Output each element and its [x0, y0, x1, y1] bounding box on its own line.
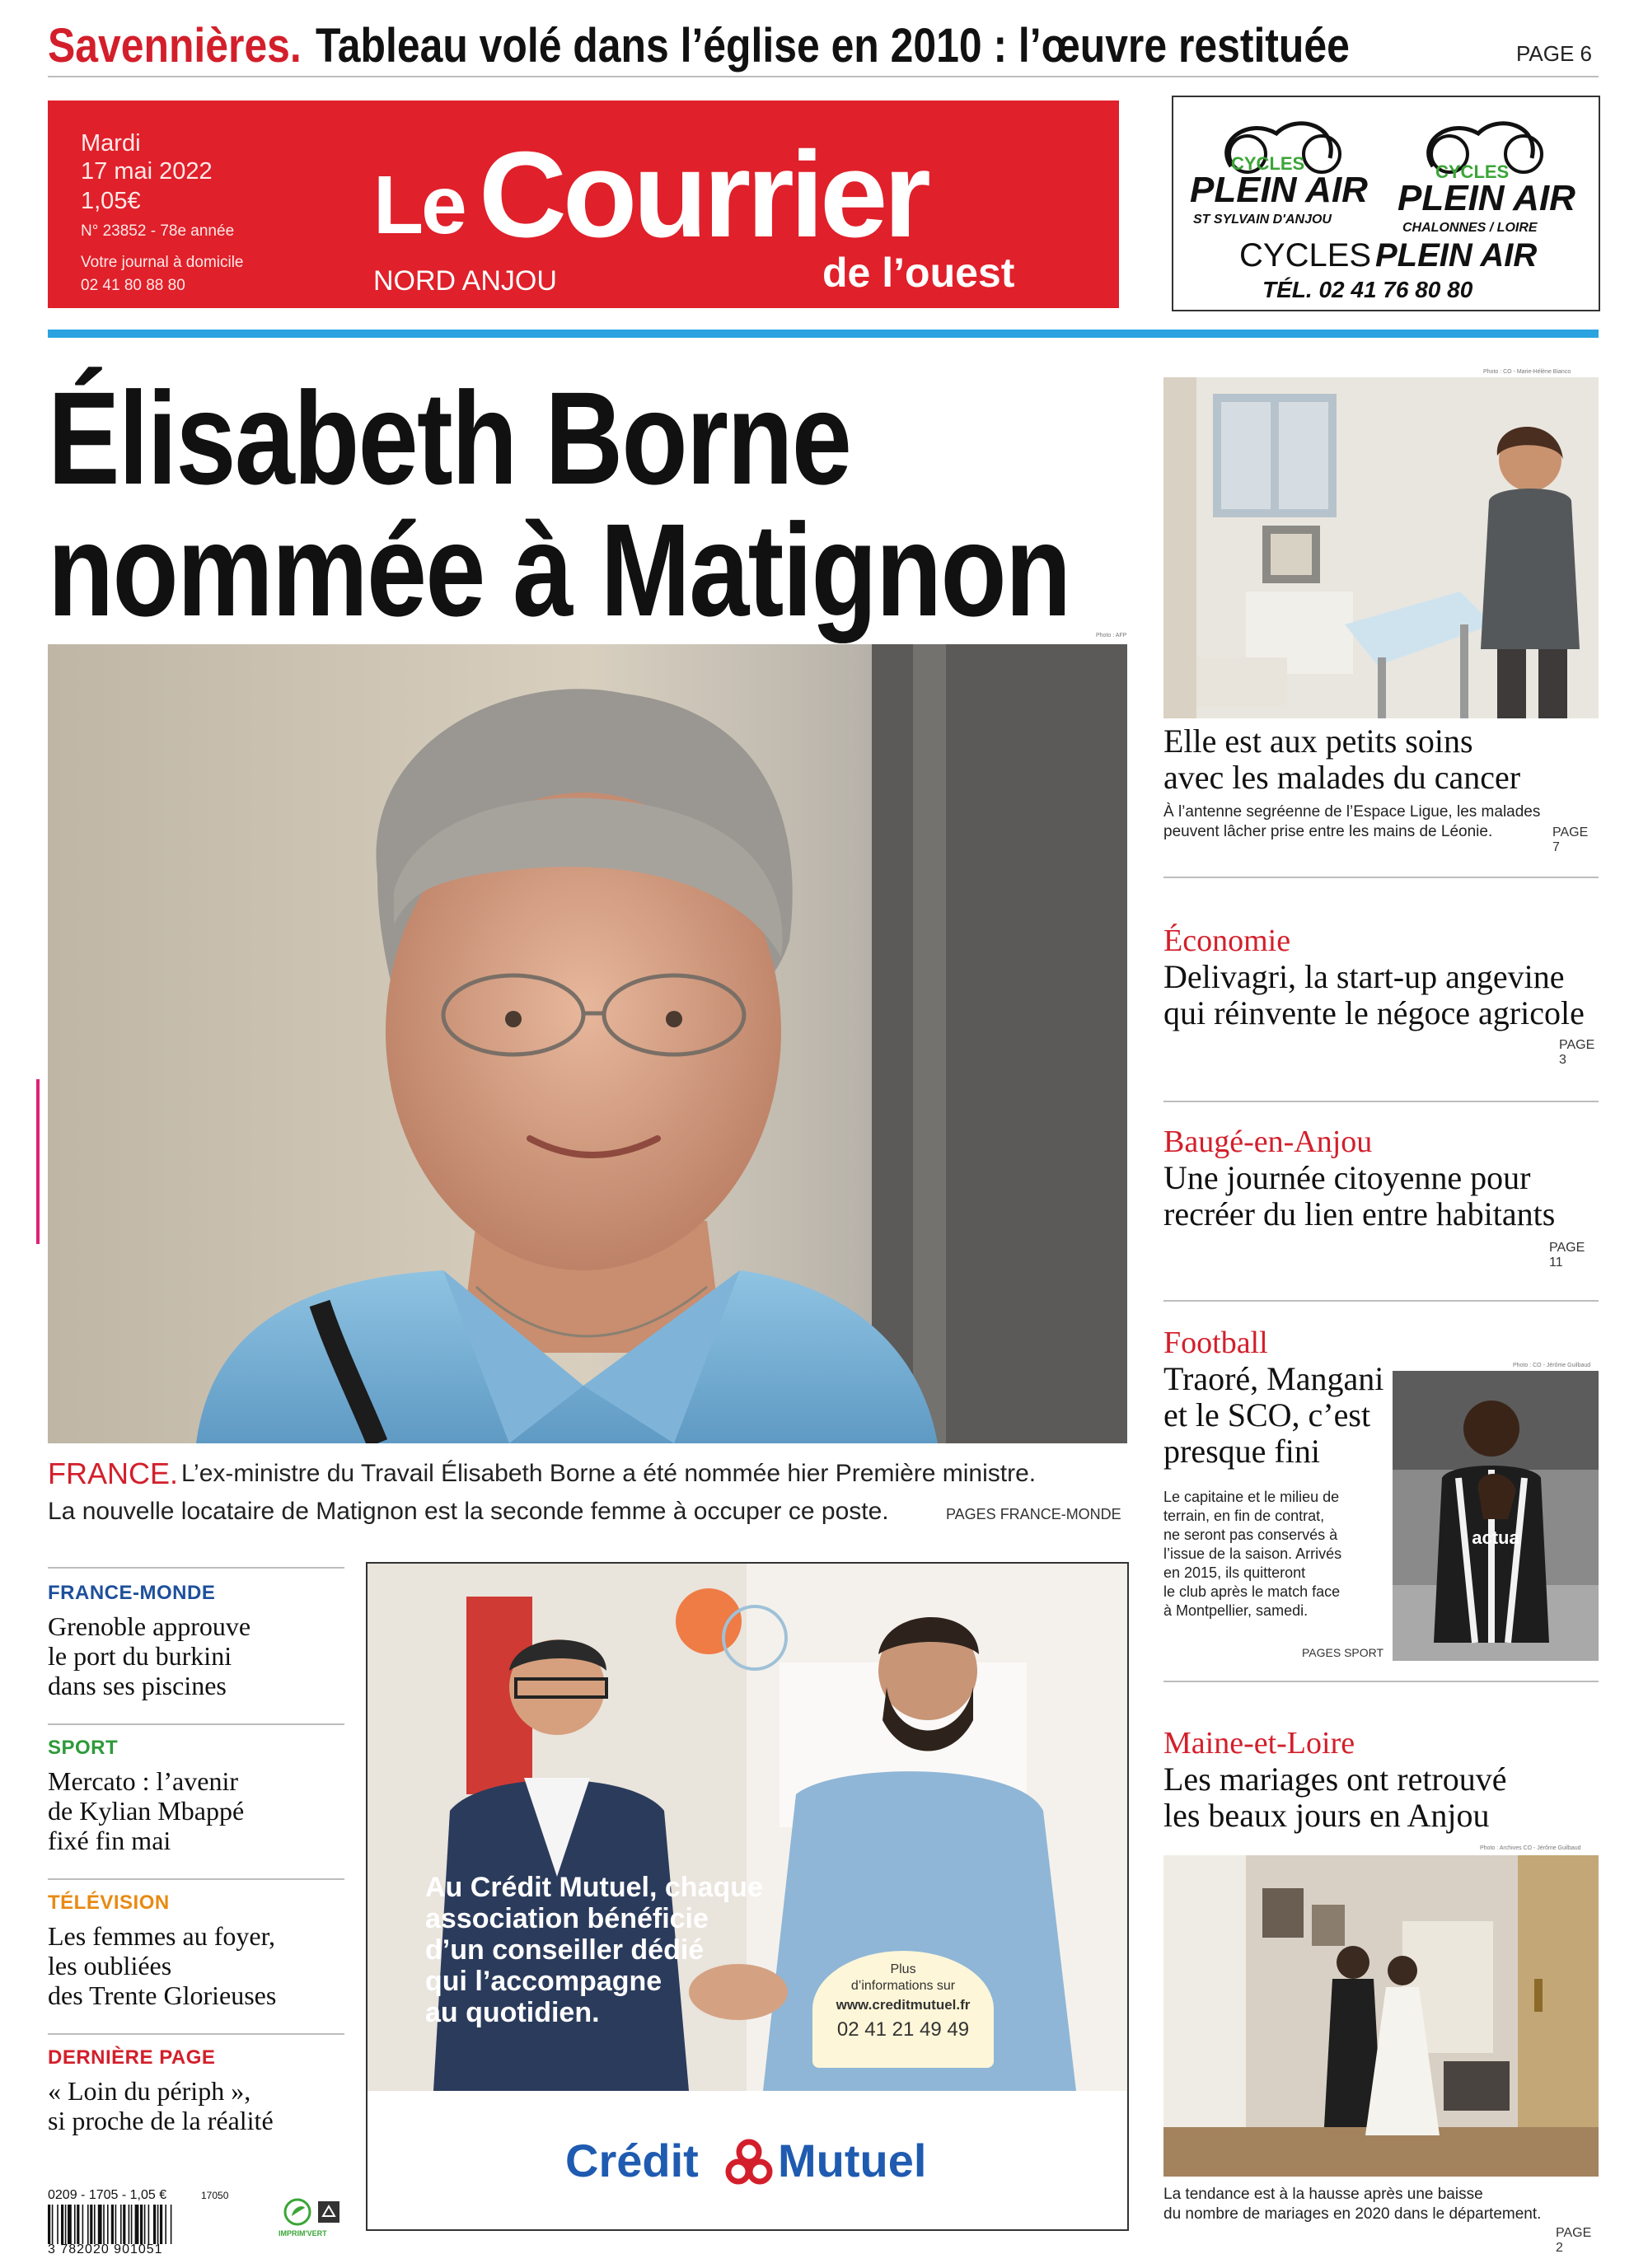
brief-title-line: de Kylian Mbappé [48, 1796, 245, 1826]
caption-line2: La nouvelle locataire de Matignon est la seconde femme à occuper ce poste. [48, 1498, 889, 1525]
story4-title-line: et le SCO, c’est [1163, 1396, 1371, 1433]
story4-text-line: ne seront pas conservés à [1163, 1527, 1338, 1543]
story4-text-line: Le capitaine et le milieu de [1163, 1489, 1340, 1505]
brief-title-line: les oubliées [48, 1951, 172, 1980]
logo-le: Le [373, 159, 465, 251]
barcode-block [48, 2188, 344, 2259]
story4-text-line: en 2015, ils quitteront [1163, 1564, 1306, 1581]
right-rule-2 [1163, 1101, 1599, 1102]
brief-kicker: TÉLÉVISION [48, 1892, 170, 1914]
story1-title-line2: avec les malades du cancer [1163, 759, 1521, 796]
brief-title-line: le port du burkini [48, 1641, 232, 1671]
story1[interactable] [1163, 723, 1599, 863]
story5-page: PAGE 2 [1556, 2226, 1592, 2255]
story4-text [1163, 1488, 1386, 1620]
story3-kicker: Baugé-en-Anjou [1163, 1125, 1373, 1159]
top-teaser[interactable] [48, 18, 1613, 71]
eco-label-text: IMPRIM'VERT [279, 2229, 327, 2238]
barcode-bar [107, 2205, 109, 2244]
masthead-date: 17 mai 2022 [81, 158, 213, 185]
story1-photo-credit: Photo : CO - Marie-Hélène Bianco [1483, 369, 1571, 375]
recycle-icon [316, 2200, 341, 2224]
ad-slogan-line: association bénéficie [425, 1903, 709, 1934]
footballer-illustration [1393, 1371, 1599, 1661]
barcode-bar [160, 2205, 162, 2244]
story4-kicker: Football [1163, 1326, 1268, 1360]
barcode-bar [144, 2205, 146, 2244]
barcode-bar [171, 2205, 172, 2244]
barcode-addon: 17050 [201, 2190, 229, 2201]
brief-divider [48, 1878, 344, 1880]
story3-title-line1: Une journée citoyenne pour [1163, 1159, 1531, 1196]
ad-info-line2: d’informations sur [850, 1979, 956, 1993]
barcode-bar [129, 2205, 130, 2244]
credit-mutuel-ad[interactable] [366, 1562, 1129, 2231]
barcode-bar [165, 2205, 166, 2244]
story2-kicker: Économie [1163, 924, 1291, 958]
ad-logo2-place: CHALONNES / LOIRE [1402, 221, 1538, 235]
ad-logo2-big: PLEIN AIR [1398, 178, 1575, 218]
barcode-bar [153, 2205, 156, 2244]
barcode-bar [111, 2205, 114, 2244]
masthead-issue: N° 23852 - 78e année [81, 222, 235, 240]
barcode-bar [94, 2205, 96, 2244]
cycles-ad[interactable] [1172, 96, 1600, 311]
masthead-edition: NORD ANJOU [373, 265, 557, 297]
barcode-bar [82, 2205, 84, 2244]
story1-photo[interactable] [1163, 377, 1599, 718]
teaser-headline: Tableau volé dans l’église en 2010 : l’œuvre restituée [316, 19, 1350, 72]
brief-title-line: Mercato : l’avenir [48, 1766, 238, 1796]
top-rule [48, 76, 1599, 77]
teaser-place: Savennières. [48, 19, 302, 72]
story5-caption [1163, 2185, 1599, 2255]
brand-part1: Crédit [565, 2135, 699, 2186]
ad-info-bubble[interactable] [812, 1951, 994, 2068]
story5-title-line1: Les mariages ont retrouvé [1163, 1761, 1507, 1798]
story3-title-line2: recréer du lien entre habitants [1163, 1195, 1556, 1232]
ad-logo1-small: CYCLES [1231, 153, 1305, 174]
barcode-bar [140, 2205, 143, 2244]
barcode-bar [52, 2205, 54, 2244]
barcode-bar [61, 2205, 63, 2244]
caption-pages: PAGES FRANCE-MONDE [946, 1506, 1121, 1522]
story2-title-line2: qui réinvente le négoce agricole [1163, 994, 1585, 1031]
ad-line-prefix: CYCLES [1239, 237, 1372, 274]
brief-kicker: FRANCE-MONDE [48, 1582, 216, 1604]
brief-kicker: SPORT [48, 1737, 119, 1759]
masthead-price: 1,05€ [81, 188, 141, 214]
story4-text-line: le club après le match face [1163, 1583, 1341, 1600]
masthead-day: Mardi [81, 130, 141, 157]
barcode-bar [157, 2205, 159, 2244]
barcode-bars [48, 2205, 270, 2244]
story4-title-line: Traoré, Mangani [1163, 1360, 1384, 1397]
story1-text-line2: peuvent lâcher prise entre les mains de Léonie. [1163, 823, 1493, 840]
barcode-digits: 3 782020 901051 [48, 2242, 163, 2256]
barcode-bar [103, 2205, 105, 2244]
brief-title-line: Les femmes au foyer, [48, 1921, 275, 1951]
barcode-bar [135, 2205, 139, 2244]
right-rule-3 [1163, 1300, 1599, 1302]
story5-text-line1: La tendance est à la hausse après une baisse [1163, 2186, 1483, 2203]
barcode-bar [65, 2205, 67, 2244]
brief-divider [48, 1723, 344, 1725]
barcode-bar [120, 2205, 122, 2244]
caption-line1: L’ex-ministre du Travail Élisabeth Borne a été nommée hier Première ministre. [181, 1460, 1037, 1487]
barcode-bar [123, 2205, 125, 2244]
ad-logo2-small: CYCLES [1435, 161, 1510, 182]
masthead [48, 101, 1119, 308]
barcode-bar [98, 2205, 102, 2244]
barcode-bar [57, 2205, 59, 2244]
barcode-bar [87, 2205, 89, 2244]
ad-info-line1: Plus [890, 1962, 916, 1976]
credit-mutuel-emblem-icon [723, 2137, 775, 2188]
barcode-bar [148, 2205, 150, 2244]
story1-text-line1: À l’antenne segréenne de l’Espace Ligue, les malades [1163, 803, 1541, 821]
brief-title-line: fixé fin mai [48, 1826, 171, 1855]
masthead-phone: 02 41 80 88 80 [81, 277, 185, 294]
story5-title-line2: les beaux jours en Anjou [1163, 1797, 1490, 1834]
story4-title [1163, 1361, 1386, 1470]
story2-page: PAGE 3 [1559, 1038, 1595, 1067]
eco-label-icon [283, 2198, 311, 2226]
story4[interactable] [1163, 1325, 1386, 1662]
brief-kicker: DERNIÈRE PAGE [48, 2046, 216, 2069]
logo-subtitle: de l’ouest [822, 250, 1015, 296]
barcode-top-text: 0209 - 1705 - 1,05 € [48, 2188, 167, 2202]
story2-title-line1: Delivagri, la start-up angevine [1163, 958, 1565, 995]
story5[interactable] [1163, 1725, 1599, 1840]
barcode-bar [131, 2205, 133, 2244]
ad-url[interactable]: www.creditmutuel.fr [836, 1997, 971, 2013]
wedding-illustration [1163, 1855, 1599, 2177]
salon-illustration [1163, 377, 1599, 718]
portrait-illustration [48, 644, 1127, 1443]
ad-phone-number[interactable]: 02 41 21 49 49 [836, 2018, 970, 2041]
credit-mutuel-logo[interactable] [368, 2124, 1127, 2198]
barcode-bar [74, 2205, 76, 2244]
story4-photo-credit: Photo : CO - Jérôme Guilbaud [1513, 1363, 1591, 1368]
story5-text-line2: du nombre de mariages en 2020 dans le département. [1163, 2205, 1542, 2223]
headline-line1: Élisabeth Borne [48, 364, 851, 512]
left-briefs [48, 1582, 344, 2175]
brief-item[interactable] [48, 1737, 344, 1855]
brief-title-line: dans ses piscines [48, 1671, 227, 1700]
left-rule-top [48, 1567, 344, 1569]
barcode-bar [48, 2205, 50, 2244]
barcode-bar [77, 2205, 79, 2244]
story5-kicker: Maine-et-Loire [1163, 1726, 1355, 1761]
story4-page: PAGES SPORT [1302, 1646, 1384, 1659]
teaser-page: PAGE 6 [1516, 41, 1593, 66]
brief-item[interactable] [48, 2046, 344, 2135]
right-rule-1 [1163, 877, 1599, 878]
ad-line-brand: PLEIN AIR [1375, 237, 1538, 274]
blue-separator [48, 330, 1599, 338]
story2[interactable] [1163, 923, 1599, 1067]
brief-title-line: des Trente Glorieuses [48, 1980, 277, 2010]
story1-page: PAGE 7 [1552, 825, 1589, 854]
story4-text-line: l’issue de la saison. Arrivés [1163, 1546, 1342, 1562]
story4-text-line: à Montpellier, samedi. [1163, 1602, 1309, 1619]
barcode-bar [68, 2205, 72, 2244]
ad-phone: TÉL. 02 41 76 80 80 [1262, 277, 1473, 302]
brief-title-line: si proche de la réalité [48, 2106, 274, 2135]
right-rule-4 [1163, 1681, 1599, 1682]
story5-photo[interactable] [1163, 1855, 1599, 2177]
barcode-bar [115, 2205, 117, 2244]
story4-text-line: terrain, en fin de contrat, [1163, 1508, 1325, 1524]
story1-title-line1: Elle est aux petits soins [1163, 722, 1473, 760]
brief-item[interactable] [48, 1582, 344, 1700]
main-caption [48, 1457, 1127, 1531]
story3[interactable] [1163, 1124, 1599, 1270]
ad-slogan-line: d’un conseiller dédié [425, 1934, 705, 1966]
brief-title-line: « Loin du périph », [48, 2076, 251, 2106]
main-photo[interactable] [48, 644, 1127, 1443]
story4-title-line: presque fini [1163, 1433, 1320, 1470]
story5-photo-credit: Photo : Archives CO - Jérôme Guilbaud [1480, 1845, 1581, 1851]
brief-item[interactable] [48, 1892, 344, 2010]
ad-logo1-big: PLEIN AIR [1190, 170, 1368, 210]
masthead-delivery: Votre journal à domicile [81, 254, 244, 271]
headline-line2: nommée à Matignon [48, 496, 1070, 643]
story4-photo[interactable] [1393, 1371, 1599, 1661]
ad-slogan-line: Au Crédit Mutuel, chaque [425, 1872, 763, 1903]
newspaper-logo[interactable] [373, 125, 1082, 298]
ad-slogan-line: qui l’accompagne [425, 1966, 662, 1997]
logo-courrier: Courrier [479, 127, 927, 263]
barcode-bar [90, 2205, 92, 2244]
ad-logo1-place: ST SYLVAIN D'ANJOU [1193, 213, 1332, 227]
shirt-sponsor: actua [1472, 1527, 1519, 1548]
story3-page: PAGE 11 [1549, 1241, 1585, 1270]
brief-divider [48, 2033, 344, 2035]
brand-part2: Mutuel [778, 2135, 927, 2186]
caption-kicker: FRANCE. [48, 1457, 179, 1490]
margin-marker [36, 1079, 40, 1244]
ad-slogan-line: au quotidien. [425, 1997, 600, 2028]
main-photo-credit: Photo : AFP [1096, 633, 1127, 638]
brief-title-line: Grenoble approuve [48, 1611, 251, 1641]
